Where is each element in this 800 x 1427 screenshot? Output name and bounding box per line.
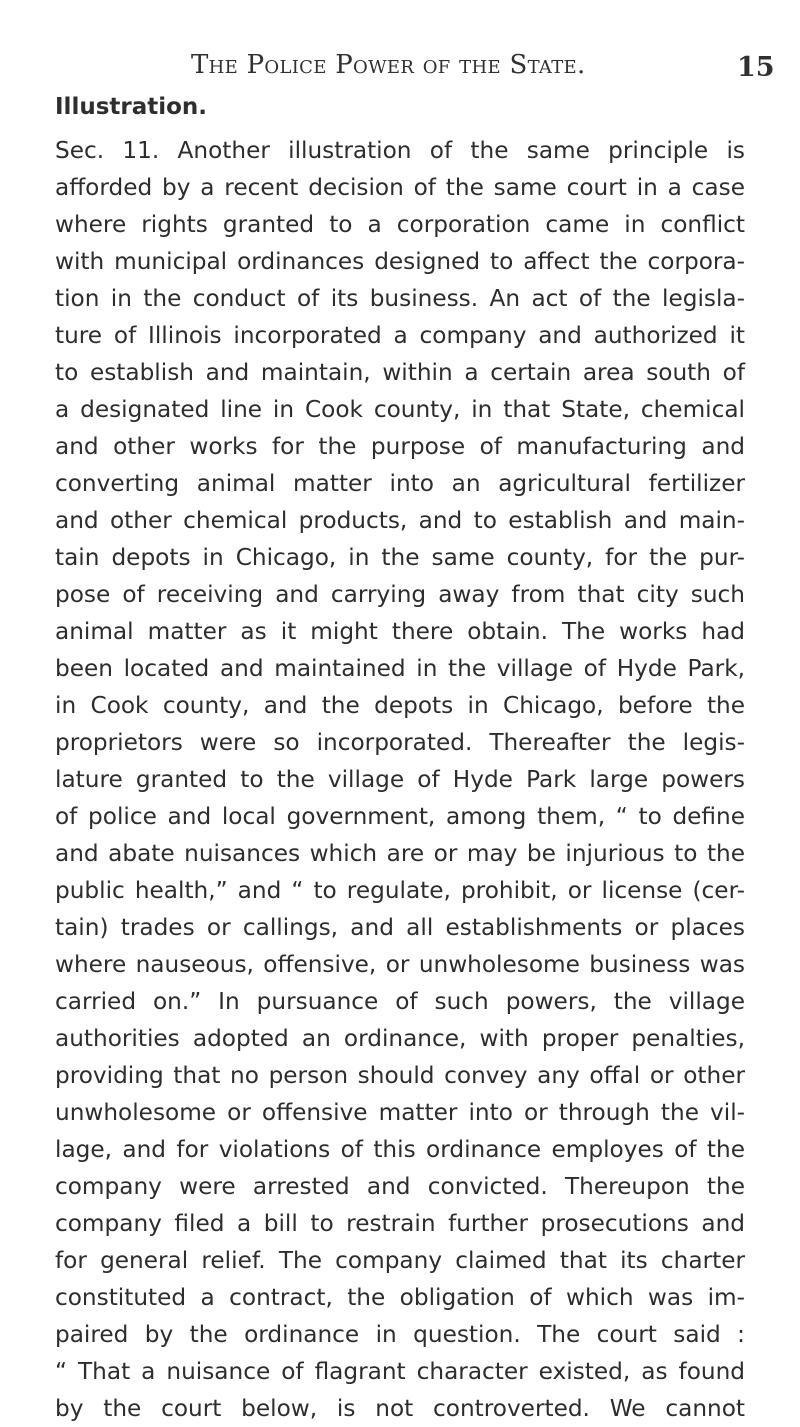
text-line: tion in the conduct of its business. An act of the legisla- [55, 285, 745, 312]
text-line: pose of receiving and carrying away from that city such [55, 581, 745, 608]
body-text [55, 132, 745, 1427]
text-line: proprietors were so incorporated. Thereafter the legis- [55, 729, 745, 756]
text-line: where rights granted to a corporation came in conflict [55, 211, 745, 238]
text-line: in Cook county, and the depots in Chicago, before the [55, 692, 745, 719]
text-line: and abate nuisances which are or may be injurious to the [55, 840, 745, 867]
text-line: tain) trades or callings, and all establishments or places [55, 914, 745, 941]
running-head [191, 50, 611, 80]
text-line: by the court below, is not controverted. We cannot [55, 1395, 745, 1422]
text-line: to establish and maintain, within a certain area south of [55, 359, 745, 386]
text-line: unwholesome or offensive matter into or through the vil- [55, 1099, 745, 1126]
text-line: afforded by a recent decision of the same court in a case [55, 174, 745, 201]
text-line: company filed a bill to restrain further prosecutions and [55, 1210, 745, 1237]
page-number: 15 [737, 52, 775, 83]
text-line: lage, and for violations of this ordinance employes of the [55, 1136, 745, 1163]
text-line: and other chemical products, and to establish and main- [55, 507, 745, 534]
text-line: ture of Illinois incorporated a company and authorized it [55, 322, 745, 349]
section-heading: Illustration. [55, 94, 208, 120]
text-line: with municipal ordinances designed to affect the corpora- [55, 248, 745, 275]
text-line: authorities adopted an ordinance, with proper penalties, [55, 1025, 745, 1052]
text-line: where nauseous, offensive, or unwholesome business was [55, 951, 745, 978]
text-line: carried on.” In pursuance of such powers, the village [55, 988, 745, 1015]
text-line: tain depots in Chicago, in the same county, for the pur- [55, 544, 745, 571]
text-line: for general relief. The company claimed that its charter [55, 1247, 745, 1274]
text-line: of police and local government, among them, “ to define [55, 803, 745, 830]
text-line: Sec. 11. Another illustration of the same principle is [55, 137, 745, 164]
text-line: paired by the ordinance in question. The court said : [55, 1321, 745, 1348]
text-line: been located and maintained in the village of Hyde Park, [55, 655, 745, 682]
text-line: constituted a contract, the obligation of which was im- [55, 1284, 745, 1311]
text-line: company were arrested and convicted. Thereupon the [55, 1173, 745, 1200]
text-line: animal matter as it might there obtain. The works had [55, 618, 745, 645]
text-line: converting animal matter into an agricultural fertilizer [55, 470, 745, 497]
text-line: “ That a nuisance of flagrant character existed, as found [55, 1358, 745, 1385]
text-line: and other works for the purpose of manufacturing and [55, 433, 745, 460]
text-line: lature granted to the village of Hyde Park large powers [55, 766, 745, 793]
text-line: public health,” and “ to regulate, prohibit, or license (cer- [55, 877, 745, 904]
running-title: The Police Power of the State. [191, 50, 586, 80]
text-line: providing that no person should convey any offal or other [55, 1062, 745, 1089]
text-line: a designated line in Cook county, in that State, chemical [55, 396, 745, 423]
